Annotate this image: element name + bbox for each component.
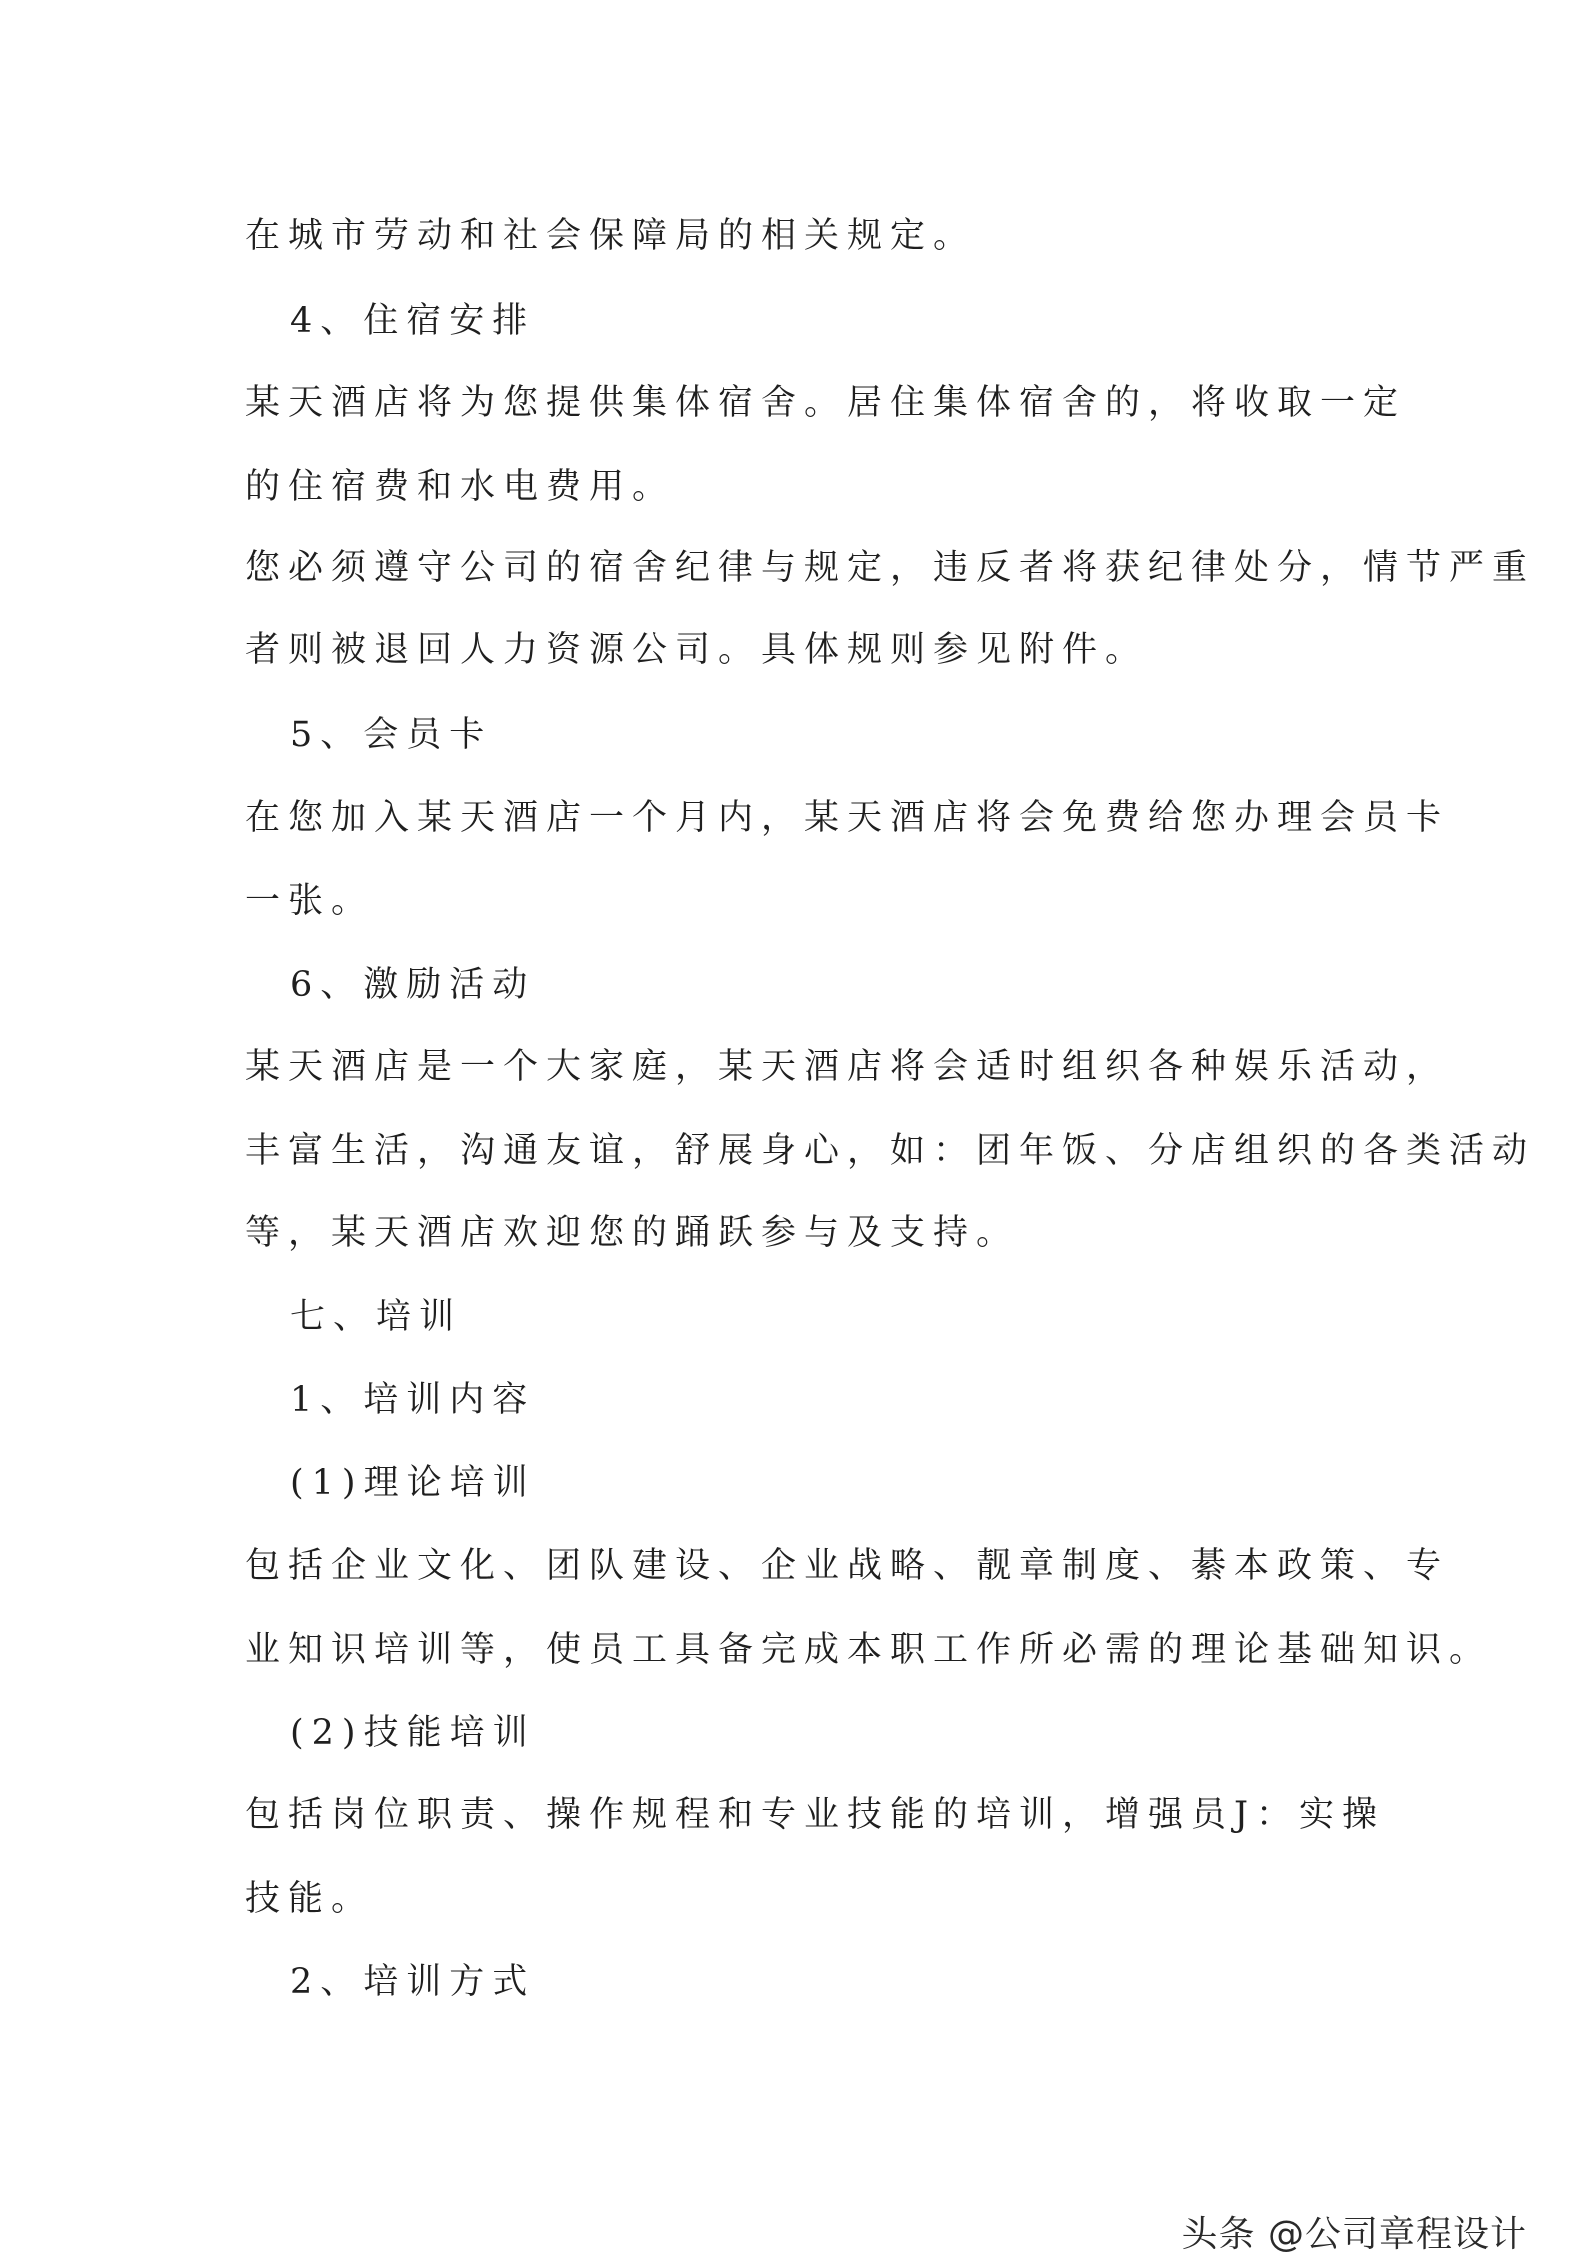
section-heading: 4、住宿安排 — [290, 301, 536, 341]
body-text-line: 的住宿费和水电费用。 — [245, 467, 676, 507]
section-heading: 2、培训方式 — [290, 1962, 536, 2002]
chapter-heading: 七、培训 — [290, 1297, 463, 1337]
section-heading: 1、培训内容 — [290, 1380, 536, 1420]
section-heading: 6、激励活动 — [290, 965, 536, 1005]
section-heading: 5、会员卡 — [290, 715, 493, 755]
body-text-line: 技能。 — [245, 1879, 375, 1919]
body-text-line: 包括企业文化、团队建设、企业战略、靓章制度、綦本政策、专 — [245, 1546, 1450, 1586]
body-text-line: 您必须遵守公司的宿舍纪律与规定，违反者将获纪律处分，情节严重 — [245, 548, 1536, 588]
subsection-heading: (1)理论培训 — [290, 1463, 536, 1503]
body-text-line: 包括岗位职责、操作规程和专业技能的培训，增强员J：实操 — [245, 1795, 1386, 1835]
body-text-line: 一张。 — [245, 881, 375, 921]
subsection-heading: (2)技能培训 — [290, 1713, 536, 1753]
body-text-line: 某天酒店是一个大家庭，某天酒店将会适时组织各种娱乐活动， — [245, 1047, 1450, 1087]
body-text-line: 业知识培训等，使员工具备完成本职工作所必需的理论基础知识。 — [245, 1630, 1493, 1670]
watermark-text: 头条 @公司章程设计 — [1181, 2214, 1527, 2255]
body-text-line: 等，某天酒店欢迎您的踊跃参与及支持。 — [245, 1213, 1020, 1253]
body-text-line: 在您加入某天酒店一个月内，某天酒店将会免费给您办理会员卡 — [245, 798, 1450, 838]
body-text-line: 某天酒店将为您提供集体宿舍。居住集体宿舍的，将收取一定 — [245, 383, 1407, 423]
body-text-line: 在城市劳动和社会保障局的相关规定。 — [245, 216, 977, 256]
body-text-line: 丰富生活，沟通友谊，舒展身心，如：团年饭、分店组织的各类活动 — [245, 1131, 1536, 1171]
body-text-line: 者则被退回人力资源公司。具体规则参见附件。 — [245, 630, 1149, 670]
